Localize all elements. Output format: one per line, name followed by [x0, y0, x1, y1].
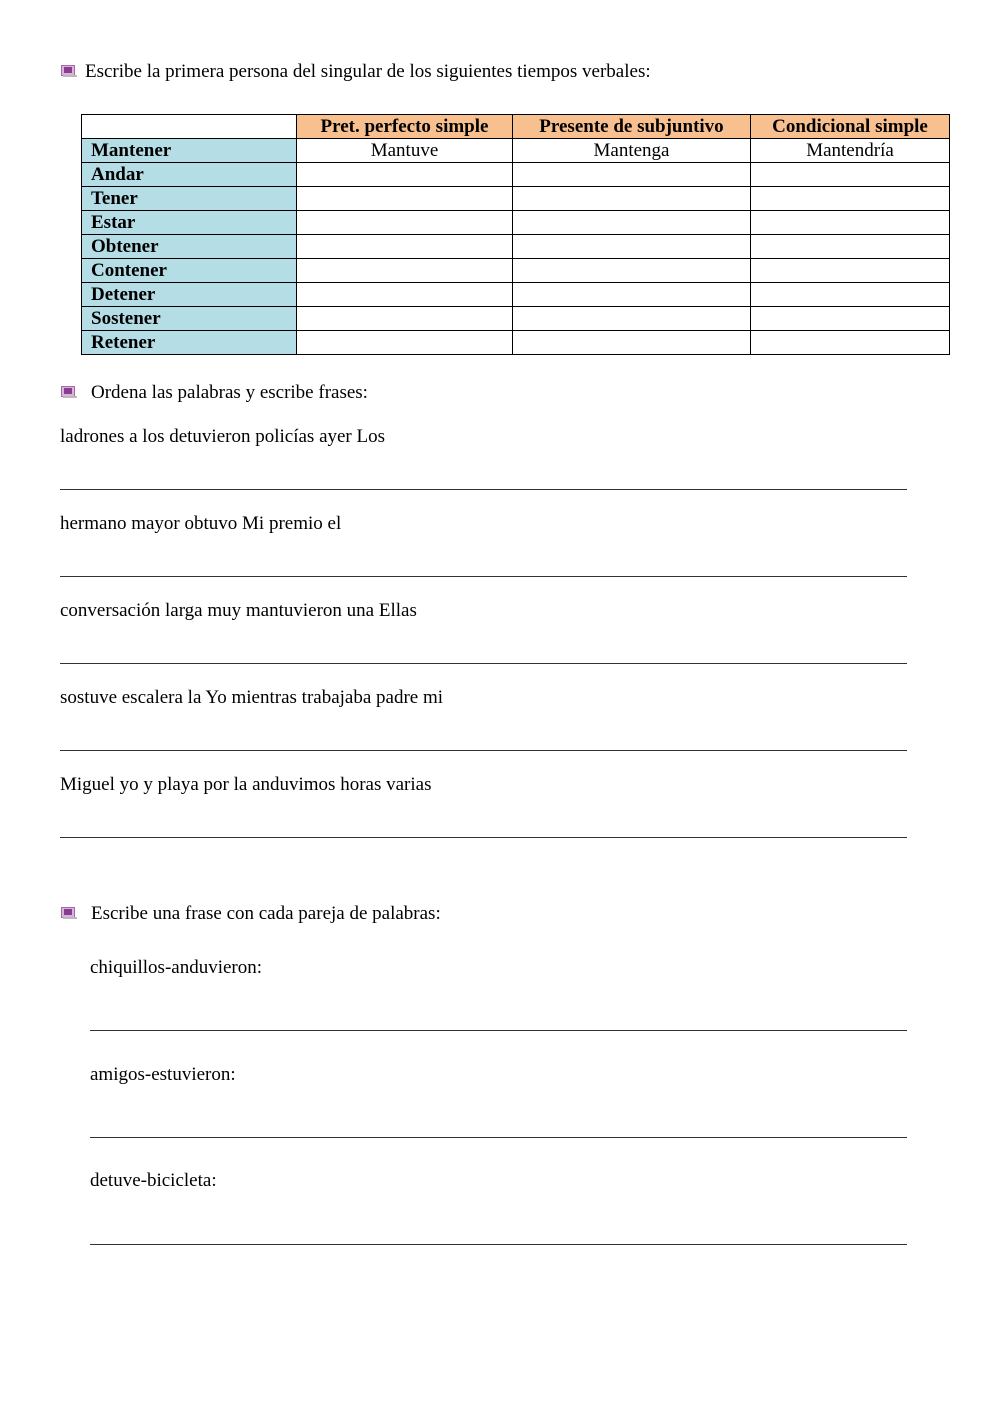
answer-cell[interactable] [513, 259, 751, 283]
answer-cell[interactable] [513, 283, 751, 307]
word-pair-label: amigos-estuvieron: [90, 1064, 236, 1085]
scrambled-sentence: hermano mayor obtuvo Mi premio el [60, 513, 342, 534]
answer-cell[interactable] [751, 307, 950, 331]
answer-cell[interactable] [297, 283, 513, 307]
table-row [82, 283, 950, 307]
answer-line[interactable] [90, 1244, 907, 1245]
answer-cell[interactable] [297, 187, 513, 211]
verb-cell: Retener [82, 331, 297, 355]
table-row [82, 187, 950, 211]
verb-cell: Mantener [82, 139, 297, 163]
bullet-icon [61, 906, 77, 920]
answer-cell[interactable] [513, 235, 751, 259]
answer-line[interactable] [60, 837, 907, 838]
scrambled-sentence: conversación larga muy mantuvieron una Ellas [60, 600, 417, 621]
answer-cell[interactable] [513, 211, 751, 235]
answer-cell[interactable]: Mantenga [513, 139, 751, 163]
exercise2-instruction: Ordena las palabras y escribe frases: [91, 382, 368, 403]
answer-line[interactable] [60, 750, 907, 751]
word-pair-label: chiquillos-anduvieron: [90, 957, 263, 978]
table-row [82, 211, 950, 235]
answer-cell[interactable] [297, 331, 513, 355]
answer-line[interactable] [90, 1137, 907, 1138]
answer-line[interactable] [60, 663, 907, 664]
answer-cell[interactable] [297, 211, 513, 235]
verb-table [81, 114, 950, 355]
exercise3-instruction: Escribe una frase con cada pareja de palabras: [91, 903, 441, 924]
answer-cell[interactable] [751, 211, 950, 235]
table-row [82, 139, 950, 163]
table-row [82, 259, 950, 283]
verb-cell: Sostener [82, 307, 297, 331]
answer-cell[interactable] [751, 283, 950, 307]
answer-cell[interactable]: Mantendría [751, 139, 950, 163]
answer-cell[interactable] [297, 235, 513, 259]
answer-cell[interactable]: Mantuve [297, 139, 513, 163]
scrambled-sentence: ladrones a los detuvieron policías ayer Los [60, 426, 386, 447]
table-row [82, 235, 950, 259]
verb-cell: Tener [82, 187, 297, 211]
table-header-row [82, 115, 950, 139]
answer-cell[interactable] [513, 331, 751, 355]
verb-cell: Estar [82, 211, 297, 235]
scrambled-sentence: Miguel yo y playa por la anduvimos horas varias [60, 774, 432, 795]
scrambled-sentence: sostuve escalera la Yo mientras trabajaba padre mi [60, 687, 444, 708]
verb-cell: Contener [82, 259, 297, 283]
answer-cell[interactable] [513, 307, 751, 331]
bullet-icon [61, 385, 77, 399]
bullet-icon [61, 64, 77, 78]
answer-cell[interactable] [297, 307, 513, 331]
header-condicional: Condicional simple [751, 115, 950, 139]
answer-line[interactable] [60, 576, 907, 577]
answer-cell[interactable] [751, 331, 950, 355]
exercise1-instruction: Escribe la primera persona del singular de los siguientes tiempos verbales: [85, 61, 651, 82]
answer-cell[interactable] [513, 163, 751, 187]
table-row [82, 307, 950, 331]
verb-cell: Andar [82, 163, 297, 187]
answer-cell[interactable] [751, 235, 950, 259]
header-presente-subjuntivo: Presente de subjuntivo [513, 115, 751, 139]
answer-cell[interactable] [751, 163, 950, 187]
table-row [82, 331, 950, 355]
answer-cell[interactable] [297, 259, 513, 283]
header-pret-perfecto: Pret. perfecto simple [297, 115, 513, 139]
table-row [82, 163, 950, 187]
answer-cell[interactable] [751, 259, 950, 283]
answer-cell[interactable] [751, 187, 950, 211]
answer-line[interactable] [90, 1030, 907, 1031]
header-blank-cell [82, 115, 297, 139]
answer-line[interactable] [60, 489, 907, 490]
word-pair-label: detuve-bicicleta: [90, 1170, 217, 1191]
verb-cell: Detener [82, 283, 297, 307]
answer-cell[interactable] [297, 163, 513, 187]
verb-cell: Obtener [82, 235, 297, 259]
answer-cell[interactable] [513, 187, 751, 211]
